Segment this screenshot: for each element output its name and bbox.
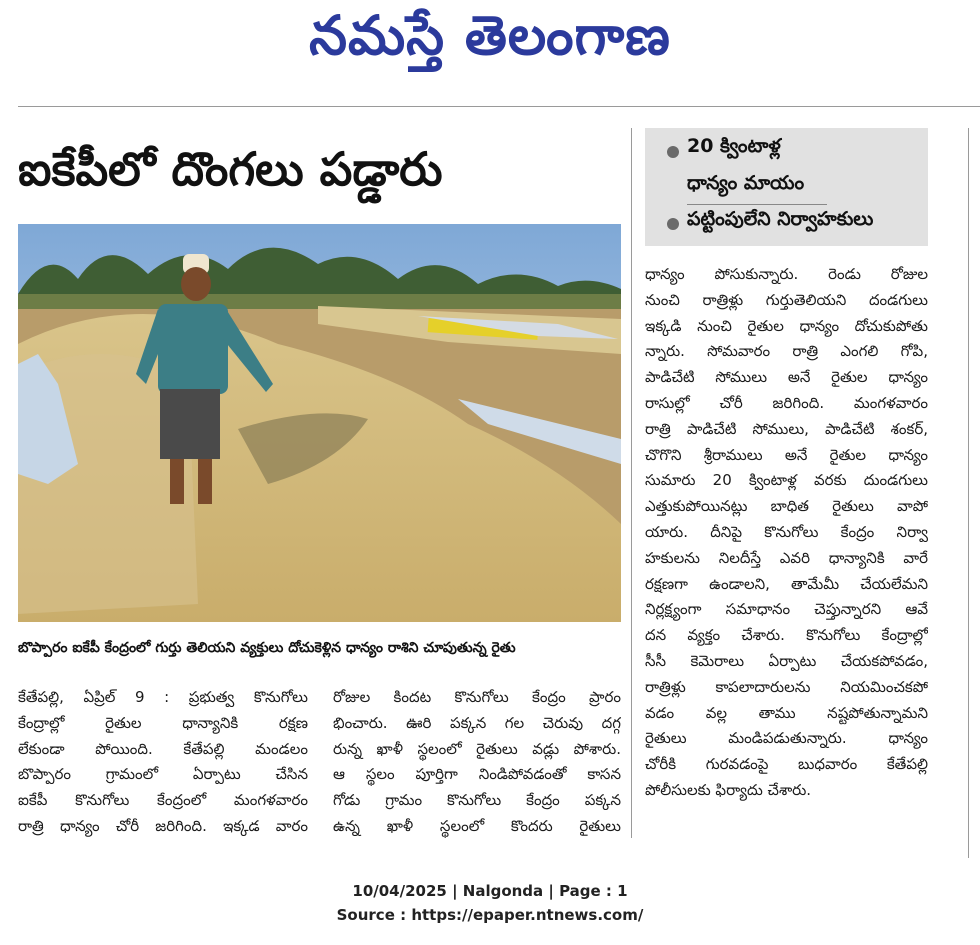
text-line: నుంచి రాత్రిళ్లు గుర్తుతెలియని దండగులు <box>645 290 928 309</box>
text-line: లేకుండా పోయింది. కేతేపల్లి మండలం <box>18 739 308 758</box>
text-line: రక్షణగా ఉండాలని, తామేమీ చేయలేమని <box>645 574 928 593</box>
article-column-2 <box>333 685 621 840</box>
masthead-divider <box>18 106 980 107</box>
text-line: కేంద్రాల్లో రైతుల ధాన్యానికి రక్షణ <box>18 713 308 732</box>
footer-source: Source : https://epaper.ntnews.com/ <box>336 906 644 924</box>
headline: ఐకేపీలో దొంగలు పడ్డారు <box>18 142 443 196</box>
highlight-1: 20 క్వింటాళ్ల <box>687 135 781 157</box>
column-divider <box>631 128 632 838</box>
page-right-border <box>968 128 969 858</box>
text-line: కేతేపల్లి, ఏప్రిల్ 9 : ప్రభుత్వ కొనుగోలు <box>18 688 308 706</box>
text-line: భించారు. ఊరి పక్కన గల చెరువు దగ్గ <box>333 713 621 732</box>
highlights-box <box>645 128 928 246</box>
footer-edition: 10/04/2025 | Nalgonda | Page : 1 <box>352 882 628 900</box>
text-line: పాడిచేటి సోములు అనే రైతుల ధాన్యం <box>645 368 928 387</box>
text-line: పోలీసులకు ఫిర్యాదు చేశారు. <box>645 780 812 799</box>
text-line: రాత్రిళ్లు కాపలాదారులను నియమించకపో <box>645 677 928 696</box>
text-line: రాసుల్లో చోరీ జరిగింది. మంగళవారం <box>645 393 928 412</box>
text-line: ధాన్యం పోసుకున్నారు. రెండు రోజుల <box>645 265 928 283</box>
text-line: నిర్లక్ష్యంగా సమాధానం చెప్తున్నారని ఆవే <box>645 600 928 619</box>
text-line: రాత్రి ధాన్యం చోరీ జరిగింది. ఇక్కడ వారం <box>18 816 308 835</box>
text-line: చోరీకి గురవడంపై బుధవారం కేతేపల్లి <box>645 755 928 774</box>
photo-caption: బొప్పారం ఐకేపీ కేంద్రంలో గుర్తు తెలియని వ్యక్తులు దోచుకెళ్లిన ధాన్యం రాశిని చూపుతున్న రైతు <box>18 640 516 656</box>
text-line: చొగొని శ్రీరాములు అనే రైతుల ధాన్యం <box>645 445 928 464</box>
text-line: గోడు గ్రామం కొనుగోలు కేంద్రం పక్కన <box>333 791 621 810</box>
article-column-3 <box>645 262 928 804</box>
bullet-icon <box>667 218 679 230</box>
text-line: రున్న ఖాళీ స్థలంలో రైతులు వడ్లు పోశారు. <box>333 739 621 758</box>
text-line: సుమారు 20 క్వింటాళ్ల వరకు దుండగులు <box>645 471 928 490</box>
text-line: ఇక్కడి నుంచి రైతుల ధాన్యం దోచుకుపోతు <box>645 316 928 335</box>
text-line: న్నారు. సోమవారం రాత్రి ఎంగలి గోపి, <box>645 342 928 361</box>
text-line: యారు. దీనిపై కొనుగోలు కేంద్రం నిర్వా <box>645 522 928 541</box>
highlight-underline <box>687 204 827 205</box>
text-line: దన వ్యక్తం చేశారు. కొనుగోలు కేంద్రాల్లో <box>645 626 928 645</box>
text-line: రైతులు మండిపడుతున్నారు. ధాన్యం <box>645 729 928 748</box>
text-line: సీసీ కెమెరాలు ఏర్పాటు చేయకపోవడం, <box>645 651 928 670</box>
article-photo <box>18 224 621 622</box>
article-column-1 <box>18 685 308 840</box>
text-line: ఎత్తుకుపోయినట్లు బాధిత రైతులు వాపో <box>645 497 928 516</box>
text-line: ఆ స్థలం పూర్తిగా నిండిపోవడంతో కాసన <box>333 765 621 784</box>
highlight-2: ధాన్యం మాయం <box>687 172 805 194</box>
bullet-icon <box>667 146 679 158</box>
text-line: రోజుల కిందట కొనుగోలు కేంద్రం ప్రారం <box>333 688 621 706</box>
text-line: వడం వల్ల తాము నష్టపోతున్నామని <box>645 703 928 722</box>
text-line: ఉన్న ఖాళీ స్థలంలో కొందరు రైతులు <box>333 816 621 835</box>
masthead <box>0 0 980 72</box>
masthead-title: నమస్తే తెలంగాణ <box>309 4 671 67</box>
text-line: బొప్పారం గ్రామంలో ఏర్పాటు చేసిన <box>18 765 308 784</box>
text-line: ఐకేపీ కొనుగోలు కేంద్రంలో మంగళవారం <box>18 791 308 810</box>
highlight-3: పట్టింపులేని నిర్వాహకులు <box>687 208 874 230</box>
text-line: రాత్రి పాడిచేటి సోములు, పాడిచేటి శంకర్, <box>645 419 928 438</box>
text-line: హకులను నిలదీస్తే ఎవరి ధాన్యానికి వారే <box>645 548 928 567</box>
